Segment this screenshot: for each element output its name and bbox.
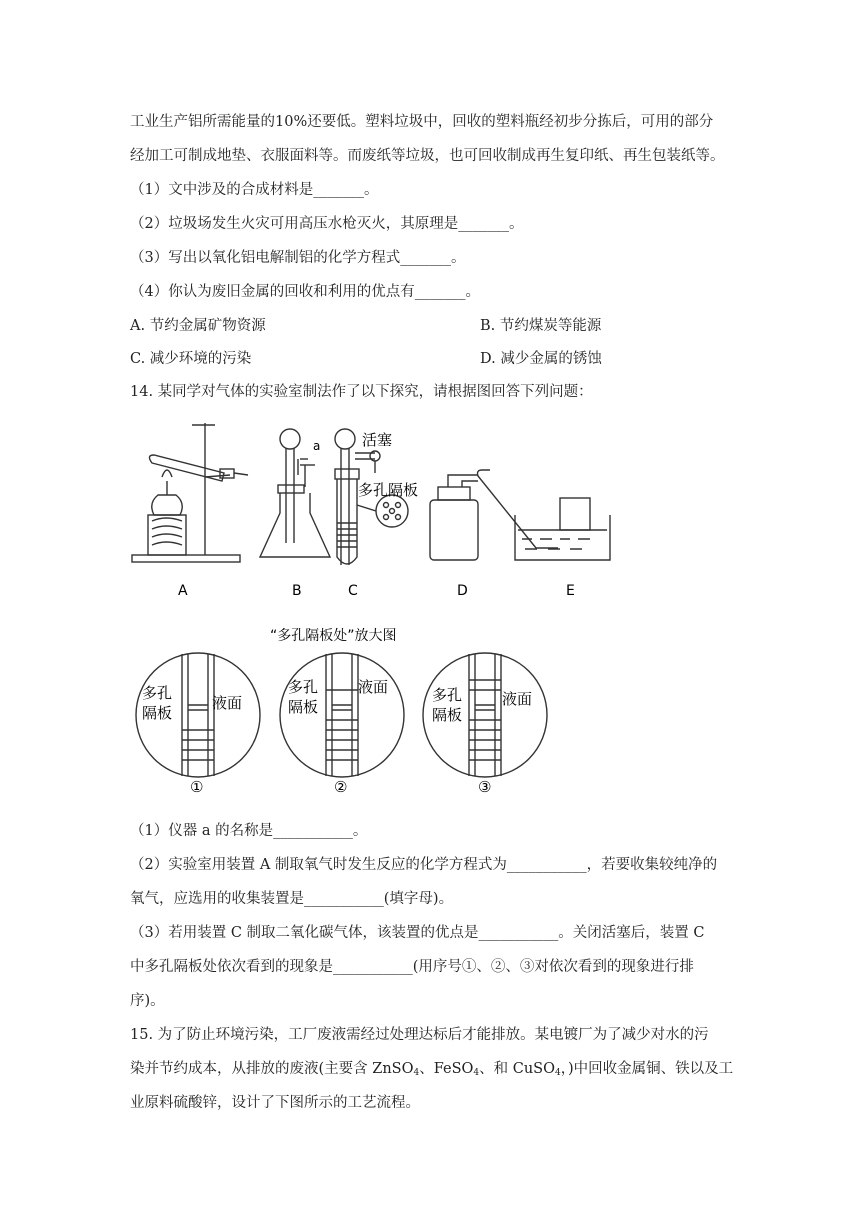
q13-option-a: A. 节约金属矿物资源 — [130, 318, 266, 334]
q13-item-2: （2）垃圾场发生火灾可用高压水枪灭火，其原理是_______。 — [130, 216, 524, 232]
q14-stem: 14. 某同学对气体的实验室制法作了以下探究，请根据图回答下列问题： — [130, 384, 593, 400]
q15-l2-a: 染并节约成本，从排放的废液(主要含 ZnSO — [130, 1061, 414, 1077]
q14-sub-1: （1）仪器 a 的名称是___________。 — [130, 823, 368, 839]
intro-line-1: 工业生产铝所需能量的10%还要低。塑料垃圾中，回收的塑料瓶经初步分拣后，可用的部分 — [130, 114, 714, 130]
subscript-4: 4 — [555, 1068, 561, 1078]
q15-line-3: 业原料硫酸锌，设计了下图所示的工艺流程。 — [130, 1095, 420, 1111]
letter-d: D — [457, 583, 468, 599]
zoom-title: “多孔隔板处”放大图 — [270, 628, 397, 644]
subscript-4: 4 — [473, 1068, 480, 1078]
apparatus-figure — [130, 415, 630, 605]
letter-b: B — [292, 583, 302, 599]
q15-l2-d: ，)中回收金属铜、铁以及工 — [560, 1061, 734, 1077]
zoom-plate-label-3a: 多孔 — [432, 686, 463, 704]
zoom-plate-label-1a: 多孔 — [142, 684, 173, 702]
letter-a: A — [178, 583, 188, 599]
q14-sub-2-line-1: （2）实验室用装置 A 制取氧气时发生反应的化学方程式为___________，若要收集较纯净的 — [130, 857, 718, 873]
zoom-number-2: ② — [334, 778, 348, 796]
q15-line-1: 15. 为了防止环境污染，工厂废液需经过处理达标后才能排放。某电镀厂为了减少对水的污 — [130, 1027, 709, 1043]
subscript-4: 4 — [413, 1068, 420, 1078]
q13-item-1: （1）文中涉及的合成材料是_______。 — [130, 182, 379, 198]
q13-item-3: （3）写出以氧化铝电解制铝的化学方程式_______。 — [130, 250, 466, 266]
zoom-plate-label-3b: 隔板 — [432, 706, 463, 724]
q15-l2-b: 、FeSO — [419, 1061, 474, 1077]
zoom-number-1: ① — [190, 778, 204, 796]
zoom-plate-label-2a: 多孔 — [288, 678, 319, 696]
label-stopcock: 活塞 — [362, 431, 393, 449]
q13-option-b: B. 节约煤炭等能源 — [480, 318, 602, 334]
zoom-liquid-label-3: 液面 — [502, 690, 533, 708]
zoom-number-3: ③ — [478, 778, 492, 796]
zoom-liquid-label-2: 液面 — [358, 678, 389, 696]
intro-line-2: 经加工可制成地垫、衣服面料等。而废纸等垃圾，也可回收制成再生复印纸、再生包装纸等。 — [130, 148, 725, 164]
q15-line-2 — [130, 1059, 733, 1083]
q13-item-4: （4）你认为废旧金属的回收和利用的优点有_______。 — [130, 284, 480, 300]
q13-option-c: C. 减少环境的污染 — [130, 351, 252, 367]
q14-sub-3-line-2: 中多孔隔板处依次看到的现象是___________(用序号①、②、③对依次看到的现象进行排 — [130, 959, 694, 975]
q14-sub-3-line-3: 序)。 — [130, 993, 165, 1009]
q14-sub-3-line-1: （3）若用装置 C 制取二氧化碳气体，该装置的优点是___________。关闭活塞后，装置 C — [130, 925, 705, 941]
q14-sub-2-line-2: 氧气，应选用的收集装置是___________(填字母)。 — [130, 891, 454, 907]
label-a: a — [313, 439, 321, 453]
q15-l2-c: 、和 CuSO — [479, 1061, 556, 1077]
letter-e: E — [566, 583, 575, 599]
zoom-plate-label-1b: 隔板 — [142, 704, 173, 722]
zoom-liquid-label-1: 液面 — [212, 694, 243, 712]
letter-c: C — [348, 583, 358, 599]
q13-option-d: D. 减少金属的锈蚀 — [480, 351, 602, 367]
zoom-plate-label-2b: 隔板 — [288, 698, 319, 716]
zoom-figure — [130, 620, 560, 800]
label-porous-plate: 多孔隔板 — [358, 481, 419, 499]
